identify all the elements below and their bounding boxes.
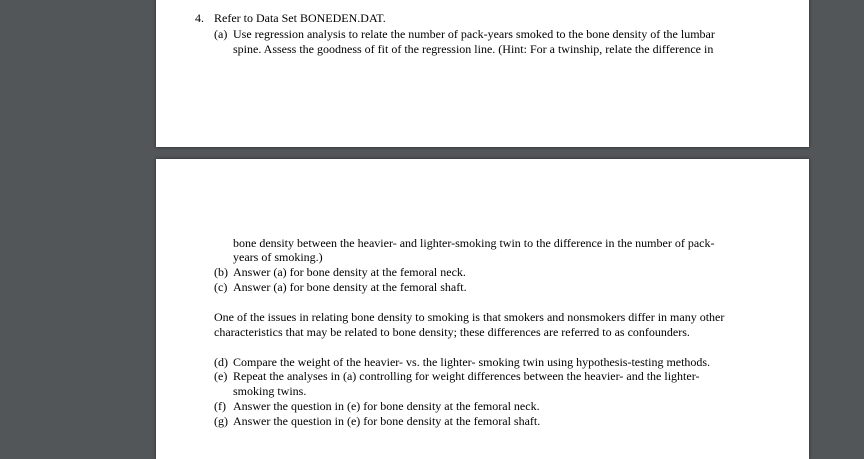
part-e-line-1: Repeat the analyses in (a) controlling for weight differences between the heavier- and the lighter-	[233, 369, 700, 383]
part-c-label: (c)	[214, 280, 228, 294]
document-page-2	[156, 159, 809, 459]
part-a-line-1: Use regression analysis to relate the number of pack-years smoked to the bone density of the lumbar	[233, 27, 715, 41]
part-c-text: Answer (a) for bone density at the femoral shaft.	[233, 280, 467, 294]
part-a-continuation-line-1: bone density between the heavier- and lighter-smoking twin to the difference in the number of pack-	[233, 236, 715, 250]
part-a-continuation-line-2: years of smoking.)	[233, 250, 323, 264]
part-e-line-2: smoking twins.	[233, 384, 307, 398]
document-page-1	[156, 0, 809, 147]
part-f-text: Answer the question in (e) for bone density at the femoral neck.	[233, 399, 540, 413]
part-b-text: Answer (a) for bone density at the femoral neck.	[233, 265, 466, 279]
part-e-label: (e)	[214, 369, 228, 383]
paragraph-line-2: characteristics that may be related to bone density; these differences are referred to as confounders.	[214, 325, 690, 339]
part-a-label: (a)	[214, 27, 228, 41]
part-b-label: (b)	[214, 265, 228, 279]
item-text: Refer to Data Set BONEDEN.DAT.	[214, 11, 386, 25]
part-g-label: (g)	[214, 414, 228, 428]
part-a-line-2: spine. Assess the goodness of fit of the regression line. (Hint: For a twinship, relate the difference in	[233, 42, 714, 56]
part-g-text: Answer the question in (e) for bone density at the femoral shaft.	[233, 414, 541, 428]
part-f-label: (f)	[214, 399, 226, 413]
part-d-text: Compare the weight of the heavier- vs. the lighter- smoking twin using hypothesis-testing methods.	[233, 355, 711, 369]
item-number: 4.	[195, 11, 204, 25]
paragraph-line-1: One of the issues in relating bone density to smoking is that smokers and nonsmokers differ in many other	[214, 310, 725, 324]
part-d-label: (d)	[214, 355, 228, 369]
